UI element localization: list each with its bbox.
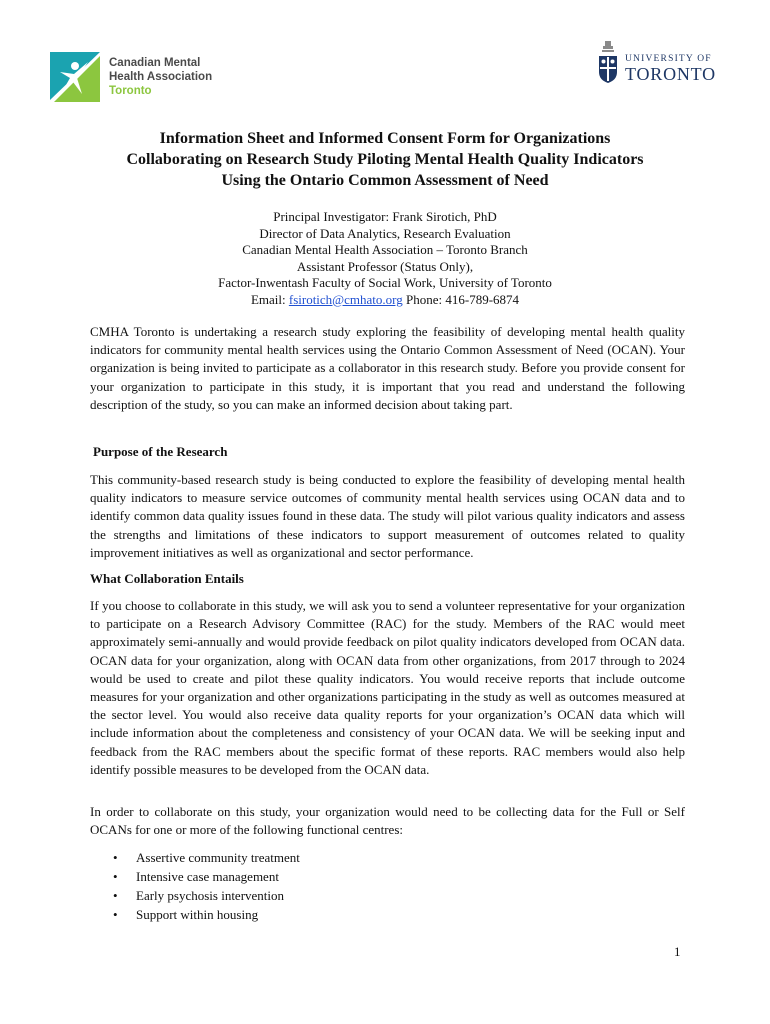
page-number: 1 [674, 944, 681, 959]
uoft-wordmark [625, 54, 716, 84]
phone-text: Phone: 416-789-6874 [402, 291, 520, 307]
purpose-text: This community-based research study is being conducted to explore the feasibility of developing mental health quality indicators to measure service outcomes of community mental health services using OCAN data and to identify common data quality issues found in these data. The study will pilot various quality indicators and assess the strengths and limitations of these indicators to support measurement of outcomes related to quality improvement initiatives as well as organizational and sector performance. [90, 472, 685, 560]
university-crest-icon [597, 40, 619, 84]
document-title [60, 128, 710, 191]
uoft-line-1: UNIVERSITY OF [625, 54, 712, 64]
investigator-appointment: Assistant Professor (Status Only), [296, 258, 474, 274]
title-line-2: Collaborating on Research Study Piloting Mental Health Quality Indicators [126, 151, 644, 168]
collaboration-text: If you choose to collaborate in this study, we will ask you to send a volunteer representative for your organization to participate on a Research Advisory Committee (RAC) for the study. Members of the RAC would meet approximately semi-annually and would provide feedback on pilot quality indicators developed from OCAN data. OCAN data for your organization, along with OCAN data from other organizations, from 2017 through to 2024 would be used to create and pilot these quality indicators. You would receive reports that include outcome measures for your organization and other organizations participating in the study as well as outcomes measured at the sector level. You would also receive data quality reports for your organization’s OCAN data which will include information about the completeness and consistency of your OCAN data. We will be seeking input and feedback from the RAC members about the specific format of these reports. RAC members would also help identify possible measures to be developed from the OCAN data. [90, 598, 685, 777]
investigator-name: Principal Investigator: Frank Sirotich, PhD [273, 209, 497, 224]
collaboration-heading: What Collaboration Entails [90, 571, 244, 586]
email-label: Email: [250, 291, 289, 307]
cmha-figure-logo [50, 52, 100, 102]
cmha-wordmark [109, 56, 212, 98]
cmha-logo [50, 52, 212, 102]
uoft-line-2: TORONTO [625, 64, 716, 84]
uoft-logo [597, 40, 716, 84]
cmha-line-2: Health Association [109, 71, 213, 83]
requirements-text: In order to collaborate on this study, your organization would need to be collecting data for the Full or Self OCANs for one or more of the following functional centres: [90, 804, 685, 838]
email-link[interactable]: fsirotich@cmhato.org [288, 291, 403, 307]
cmha-line-1: Canadian Mental [109, 57, 201, 69]
investigator-contact [60, 292, 710, 309]
purpose-paragraph [90, 471, 685, 562]
investigator-organization: Canadian Mental Health Association – Toronto Branch [242, 242, 528, 257]
purpose-heading: Purpose of the Research [93, 444, 228, 459]
list-item: • Early psychosis intervention [108, 886, 300, 905]
title-line-3: Using the Ontario Common Assessment of Need [221, 172, 549, 189]
requirements-paragraph [90, 803, 685, 839]
intro-paragraph [90, 323, 685, 414]
collaboration-paragraph [90, 597, 685, 779]
cmha-line-3: Toronto [109, 85, 152, 97]
title-line-1: Information Sheet and Informed Consent Form for Organizations [159, 130, 611, 147]
list-item: • Intensive case management [108, 867, 300, 886]
investigator-info [60, 209, 710, 308]
list-item: • Support within housing [108, 905, 300, 924]
list-item: • Assertive community treatment [108, 848, 300, 867]
investigator-role: Director of Data Analytics, Research Evaluation [259, 225, 511, 241]
investigator-faculty: Factor-Inwentash Faculty of Social Work, University of Toronto [218, 275, 552, 290]
intro-text: CMHA Toronto is undertaking a research study exploring the feasibility of developing mental health quality indicators for community mental health services using the Ontario Common Assessment of Need (OCAN). Your organization is being invited to participate as a collaborator in this research study. Before you provide consent for your organization to participate in this study, it is important that you read and understand the following description of the study, so you can make an informed decision about taking part. [90, 324, 685, 412]
functional-centres-list [108, 848, 300, 924]
